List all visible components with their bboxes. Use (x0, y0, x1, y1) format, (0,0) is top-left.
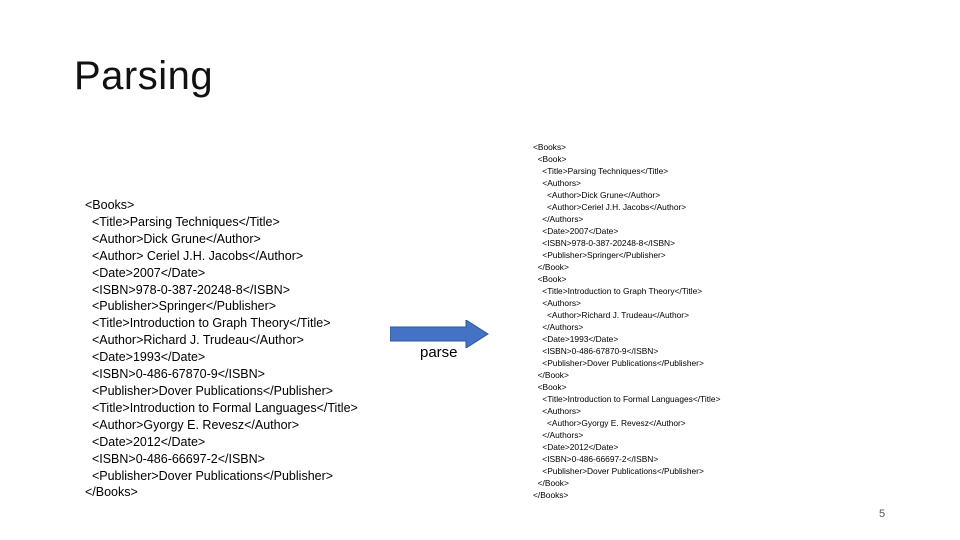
nested-xml-line: </Authors> (533, 322, 584, 332)
flat-xml-line: <ISBN>0-486-66697-2</ISBN> (85, 451, 265, 466)
flat-xml-line: <Books> (85, 198, 135, 212)
nested-xml-line: <Book> (533, 382, 567, 392)
flat-xml-line: <ISBN>978-0-387-20248-8</ISBN> (85, 282, 290, 297)
flat-xml-line: <Date>1993</Date> (85, 350, 206, 365)
nested-xml-line: <Books> (533, 142, 567, 152)
nested-xml-line: <Author>Ceriel J.H. Jacobs</Author> (533, 202, 687, 212)
flat-xml-line: <Date>2012</Date> (85, 434, 206, 449)
nested-xml-line: </Authors> (533, 214, 584, 224)
flat-xml-line: <Date>2007</Date> (85, 265, 206, 280)
nested-xml-line: <Publisher>Dover Publications</Publisher> (533, 466, 704, 476)
nested-xml-line: <Publisher>Springer</Publisher> (533, 250, 666, 260)
flat-xml-line: <Title>Introduction to Formal Languages</Title> (85, 400, 358, 415)
nested-xml-line: <Book> (533, 154, 567, 164)
flat-xml-line: <Title>Introduction to Graph Theory</Title> (85, 316, 331, 331)
nested-xml-line: <ISBN>0-486-67870-9</ISBN> (533, 346, 659, 356)
flat-xml-line: </Books> (85, 485, 138, 500)
nested-xml-line: <Date>2007</Date> (533, 226, 619, 236)
arrow-label: parse (420, 344, 458, 361)
nested-xml-line: <Date>2012</Date> (533, 442, 619, 452)
nested-xml-line: <Author>Dick Grune</Author> (533, 190, 661, 200)
flat-xml-line: <ISBN>0-486-67870-9</ISBN> (85, 367, 265, 382)
nested-xml-line: <Title>Parsing Techniques</Title> (533, 166, 669, 176)
nested-xml-line: </Authors> (533, 430, 584, 440)
nested-xml-line: <Date>1993</Date> (533, 334, 619, 344)
flat-xml-listing (85, 197, 358, 501)
nested-xml-listing (533, 141, 720, 501)
flat-xml-line: <Publisher>Dover Publications</Publisher> (85, 383, 334, 398)
nested-xml-line: <Authors> (533, 406, 581, 416)
nested-xml-line: <ISBN>0-486-66697-2</ISBN> (533, 454, 659, 464)
page-number: 5 (879, 508, 886, 520)
nested-xml-line: </Books> (533, 490, 569, 500)
nested-xml-line: <ISBN>978-0-387-20248-8</ISBN> (533, 238, 675, 248)
nested-xml-line: </Book> (533, 478, 569, 488)
nested-xml-line: <Title>Introduction to Graph Theory</Title> (533, 286, 703, 296)
flat-xml-line: <Publisher>Springer</Publisher> (85, 299, 277, 314)
nested-xml-line: </Book> (533, 370, 569, 380)
flat-xml-line: <Publisher>Dover Publications</Publisher> (85, 468, 334, 483)
flat-xml-line: <Author>Richard J. Trudeau</Author> (85, 333, 304, 348)
nested-xml-line: </Book> (533, 262, 569, 272)
nested-xml-line: <Publisher>Dover Publications</Publisher> (533, 358, 704, 368)
flat-xml-line: <Author>Dick Grune</Author> (85, 231, 261, 246)
nested-xml-line: <Book> (533, 274, 567, 284)
nested-xml-line: <Authors> (533, 298, 581, 308)
flat-xml-line: <Author>Gyorgy E. Revesz</Author> (85, 417, 300, 432)
flat-xml-line: <Author> Ceriel J.H. Jacobs</Author> (85, 248, 304, 263)
nested-xml-line: <Author>Richard J. Trudeau</Author> (533, 310, 689, 320)
nested-xml-line: <Authors> (533, 178, 581, 188)
nested-xml-line: <Title>Introduction to Formal Languages</Title> (533, 394, 721, 404)
slide-title: Parsing (74, 54, 214, 98)
flat-xml-line: <Title>Parsing Techniques</Title> (85, 214, 280, 229)
nested-xml-line: <Author>Gyorgy E. Revesz</Author> (533, 418, 686, 428)
